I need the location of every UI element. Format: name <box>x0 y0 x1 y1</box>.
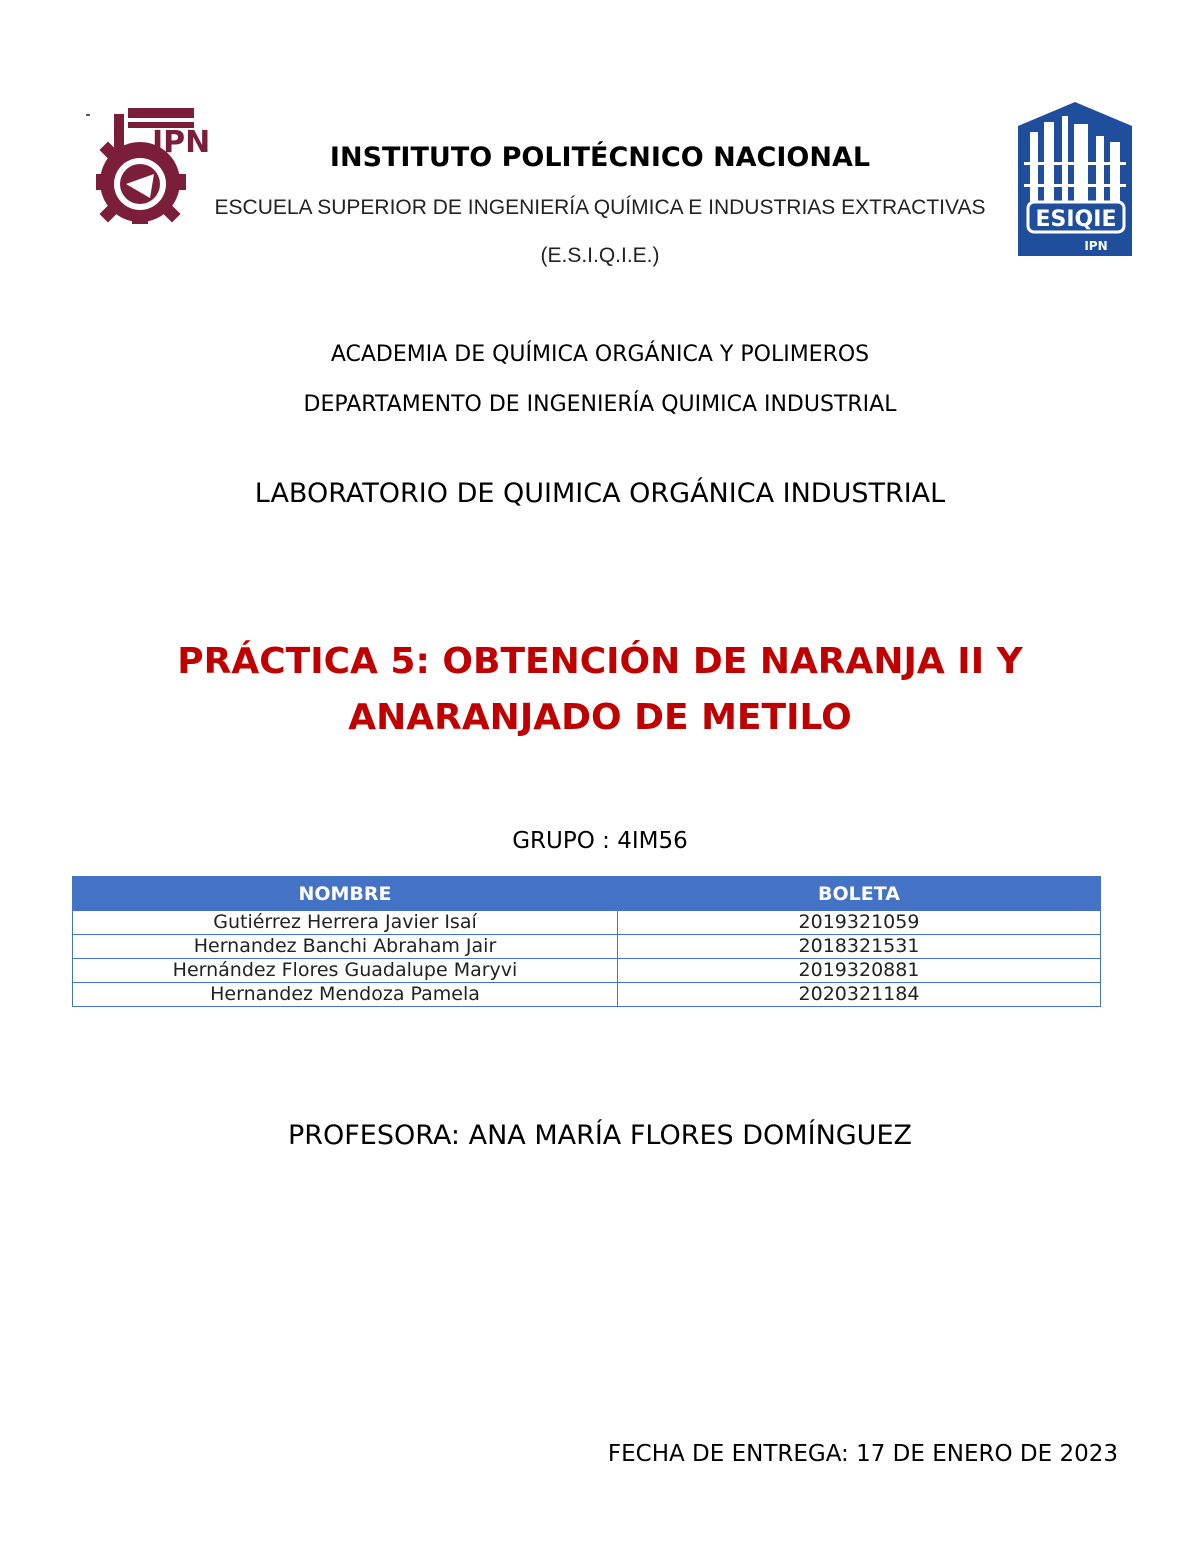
student-name: Hernández Flores Guadalupe Maryvi <box>73 959 618 983</box>
practice-title-line-2: ANARANJADO DE METILO <box>348 697 852 738</box>
margin-tick <box>86 114 90 116</box>
student-id: 2019320881 <box>618 959 1101 983</box>
students-table <box>72 876 1101 1007</box>
department-name: DEPARTAMENTO DE INGENIERÍA QUIMICA INDUSTRIAL <box>303 392 897 417</box>
institute-title: INSTITUTO POLITÉCNICO NACIONAL <box>329 142 871 173</box>
delivery-date: FECHA DE ENTREGA: 17 DE ENERO DE 2023 <box>607 1441 1118 1467</box>
esiqie-logo-text: ESIQIE <box>1035 207 1117 232</box>
student-id: 2018321531 <box>618 935 1101 959</box>
academy-name: ACADEMIA DE QUÍMICA ORGÁNICA Y POLIMEROS <box>330 342 870 367</box>
column-header-name: NOMBRE <box>73 877 618 911</box>
esiqie-logo-subtext: IPN <box>1084 239 1108 253</box>
table-row <box>73 935 1101 959</box>
laboratory-name: LABORATORIO DE QUIMICA ORGÁNICA INDUSTRIAL <box>254 478 946 509</box>
table-row <box>73 911 1101 935</box>
ipn-logo-text: IPN <box>152 125 211 160</box>
school-abbreviation: (E.S.I.Q.I.E.) <box>540 244 660 267</box>
practice-title-line-1: PRÁCTICA 5: OBTENCIÓN DE NARANJA II Y <box>177 641 1023 682</box>
group-label: GRUPO : 4IM56 <box>512 828 688 854</box>
column-header-id: BOLETA <box>618 877 1101 911</box>
student-name: Hernandez Mendoza Pamela <box>73 983 618 1007</box>
student-id: 2019321059 <box>618 911 1101 935</box>
student-name: Hernandez Banchi Abraham Jair <box>73 935 618 959</box>
esiqie-logo <box>1018 102 1132 256</box>
student-name: Gutiérrez Herrera Javier Isaí <box>73 911 618 935</box>
student-id: 2020321184 <box>618 983 1101 1007</box>
table-header-row <box>73 877 1101 911</box>
table-row <box>73 983 1101 1007</box>
table-row <box>73 959 1101 983</box>
school-name: ESCUELA SUPERIOR DE INGENIERÍA QUÍMICA E INDUSTRIAS EXTRACTIVAS <box>214 196 986 219</box>
professor-name: PROFESORA: ANA MARÍA FLORES DOMÍNGUEZ <box>287 1120 913 1151</box>
practice-title <box>0 634 1200 746</box>
